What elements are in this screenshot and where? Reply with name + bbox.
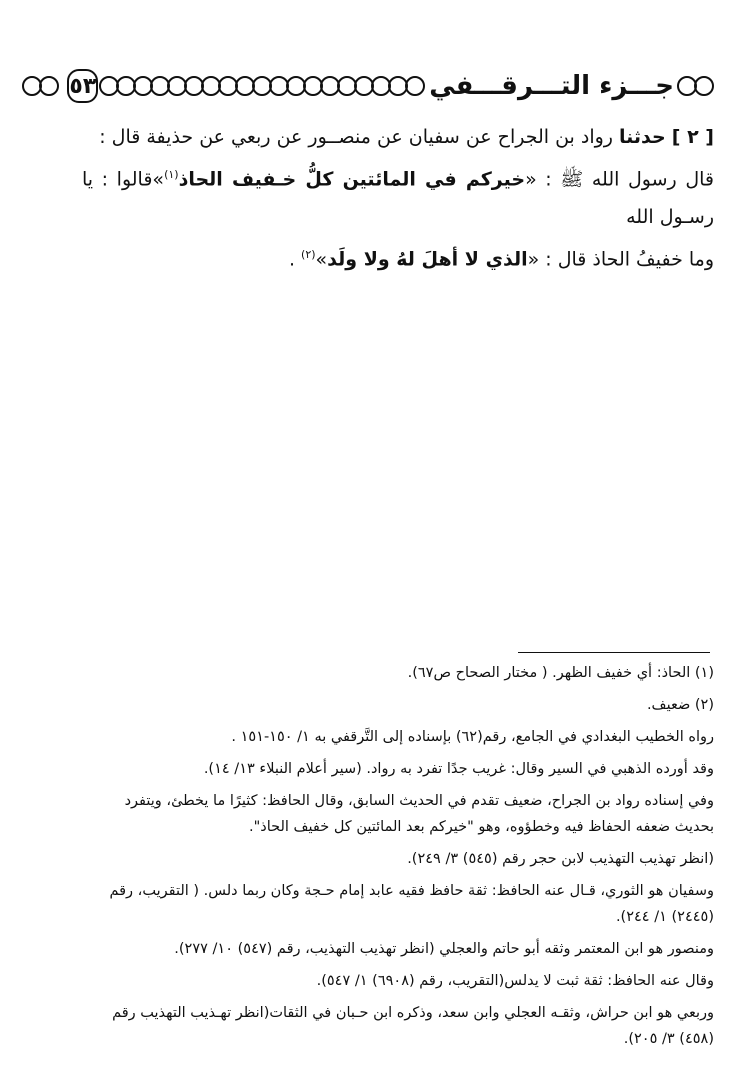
footnote: ومنصور هو ابن المعتمر وثقه أبو حاتم والعجلي (انظر تهذيب التهذيب، رقم (٥٤٧) ١٠/ ٢٧٧). xyxy=(174,941,714,957)
page-number-frame xyxy=(67,69,98,103)
ornament-right-icon xyxy=(680,76,714,96)
hadith-line-2 xyxy=(82,156,714,236)
book-title: جـــزء التـــرقـــفي xyxy=(429,71,674,101)
footnote: وسفيان هو الثوري، قـال عنه الحافظ: ثقة حافظ فقيه عابد إمام حـجة وكان ربما دلس. ( التقريب، رقم (٢٤٤٥) ١/ ٢٤٤). xyxy=(109,883,714,925)
hadith-number: [ ٢ ] xyxy=(671,126,714,148)
footnote: (٢) ضعيف. xyxy=(646,697,714,713)
footnote: وقد أورده الذهبي في السير وقال: غريب جدًا تفرد به رواد. (سير أعلام النبلاء ١٣/ ١٤). xyxy=(203,761,714,777)
hadith-matn: الذي لا أهلَ لهُ ولا ولَد xyxy=(327,248,528,271)
hadith-text: قال رسول الله ﷺ : « xyxy=(525,168,714,191)
hadith-text: وما خفيفُ الحاذ قال : « xyxy=(527,248,714,271)
footnote: رواه الخطيب البغدادي في الجامع، رقم(٦٢) بإسناده إلى التَّرقفي به ١/ ١٥٠-١٥١ . xyxy=(231,729,714,745)
footnote: (انظر تهذيب التهذيب لابن حجر رقم (٥٤٥) ٣/ ٢٤٩). xyxy=(407,851,714,867)
hadith-text: » xyxy=(315,248,328,271)
footnote: وقال عنه الحافظ: ثقة ثبت لا يدلس(التقريب، رقم (٦٩٠٨) ١/ ٥٤٧). xyxy=(316,973,714,989)
footnote-divider xyxy=(518,652,710,653)
ornament-band-icon xyxy=(102,76,425,96)
hadith-body xyxy=(82,118,714,279)
hadith-line-1 xyxy=(82,118,714,156)
hadith-text: . xyxy=(288,248,302,271)
footnotes xyxy=(100,660,714,1058)
isnad-text: رواد بن الجراح عن سفيان عن منصــور عن ربعي عن حذيفة قال : xyxy=(99,126,613,148)
footnote: (١) الحاذ: أي خفيف الظهر. ( مختار الصحاح ص٦٧). xyxy=(407,665,714,681)
hadith-matn: خيركم في المائتين كلُّ خـفيف الحاذ xyxy=(178,168,526,191)
page-number: ٥٣ xyxy=(69,73,97,99)
footnote: وفي إسناده رواد بن الجراح، ضعيف تقدم في الحديث السابق، وقال الحافظ: كثيرًا ما يخطئ، ويتفرد بحديث ضعفه الحفاظ فيه وخطؤوه، وهو "خيركم بعد المائتين كل خفيف الحاذ". xyxy=(124,793,714,835)
ornament-left-icon xyxy=(25,76,59,96)
footnote-ref: (٢) xyxy=(301,248,316,262)
footnote: وربعي هو ابن حراش، وثقـه العجلي وابن سعد، وذكره ابن حـبان في الثقات(انظر تهـذيب التهذيب رقم (٤٥٨) ٣/ ٢٠٥). xyxy=(112,1005,714,1047)
hadith-text: »قالوا : يا رسـول الله xyxy=(82,168,714,229)
hadith-intro: حدثنا xyxy=(619,126,666,148)
page-header xyxy=(69,64,714,108)
footnote-ref: (١) xyxy=(164,168,179,181)
hadith-line-3 xyxy=(82,236,714,278)
